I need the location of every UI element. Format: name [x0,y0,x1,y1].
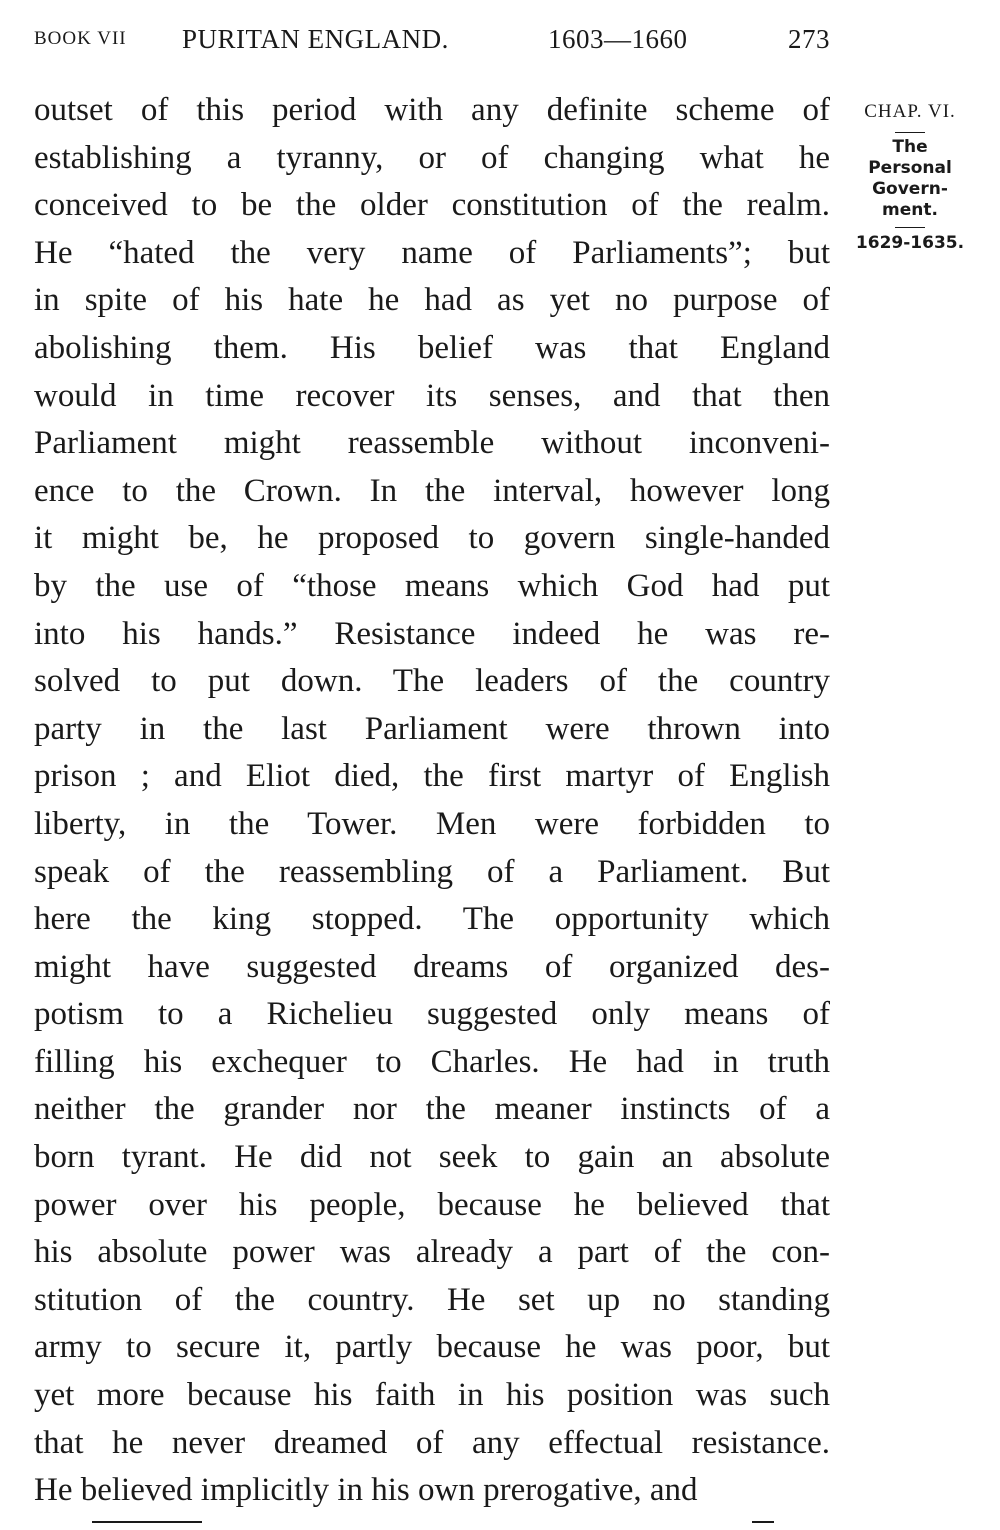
text-line: yet more because his faith in his position was such [34,1377,830,1414]
text-line: party in the last Parliament were thrown into [34,710,830,747]
text-line: stitution of the country. He set up no standing [34,1281,830,1318]
running-head [34,22,830,56]
text-line: by the use of “those means which God had put [34,567,830,604]
marginal-years: 1629-1635. [855,233,965,253]
text-line: He believed implicitly in his own prerogative, and [34,1472,698,1509]
marginal-chapter: CHAP. VI. [864,101,956,122]
text-line: into his hands.” Resistance indeed he was re- [34,615,830,652]
body-text [34,87,830,1515]
text-line: it might be, he proposed to govern single-handed [34,520,830,557]
text-line: would in time recover its senses, and that then [34,377,830,414]
marginal-topic-line: Personal [868,158,952,178]
text-line: He “hated the very name of Parliaments”; but [34,234,830,271]
text-line: filling his exchequer to Charles. He had in truth [34,1043,830,1080]
text-line: might have suggested dreams of organized des- [34,948,830,985]
text-line: that he never dreamed of any effectual resistance. [34,1424,830,1461]
marginal-note [840,98,980,254]
text-line: neither the grander nor the meaner instincts of a [34,1091,830,1128]
text-line: abolishing them. His belief was that England [34,329,830,366]
running-head-book: BOOK VII [34,28,127,49]
text-line: conceived to be the older constitution of the realm. [34,187,830,224]
text-line: outset of this period with any definite scheme of [34,92,830,128]
running-head-dates: 1603—1660 [548,24,688,54]
text-line: potism to a Richelieu suggested only means of [34,996,830,1033]
text-line: prison ; and Eliot died, the first martyr of English [34,758,830,795]
text-line: solved to put down. The leaders of the country [34,663,830,700]
text-line: liberty, in the Tower. Men were forbidden to [34,805,830,842]
marginal-topic-line: Govern- [872,179,948,199]
text-line: army to secure it, partly because he was poor, but [34,1329,830,1366]
text-line: born tyrant. He did not seek to gain an absolute [34,1139,830,1176]
marginal-rule-bottom [895,227,925,228]
marginal-topic-line: ment. [882,200,938,220]
text-line: in spite of his hate he had as yet no purpose of [34,282,830,319]
text-line: his absolute power was already a part of the con- [34,1234,830,1271]
marginal-rule-top [895,132,925,133]
marginal-topic-line: The [892,137,928,157]
marginal-topic [840,137,980,221]
text-line: here the king stopped. The opportunity which [34,901,830,938]
text-line: speak of the reassembling of a Parliament. But [34,853,830,890]
cropped-footer-line [34,1517,830,1530]
cropped-footer-mark [92,1521,202,1527]
page-number: 273 [788,24,830,54]
text-line: establishing a tyranny, or of changing what he [34,139,830,176]
running-head-title: PURITAN ENGLAND. [182,24,449,54]
text-line: ence to the Crown. In the interval, however long [34,472,830,509]
text-line: power over his people, because he believed that [34,1186,830,1223]
cropped-footer-mark [752,1521,774,1527]
text-line: Parliament might reassemble without inconveni- [34,425,830,462]
